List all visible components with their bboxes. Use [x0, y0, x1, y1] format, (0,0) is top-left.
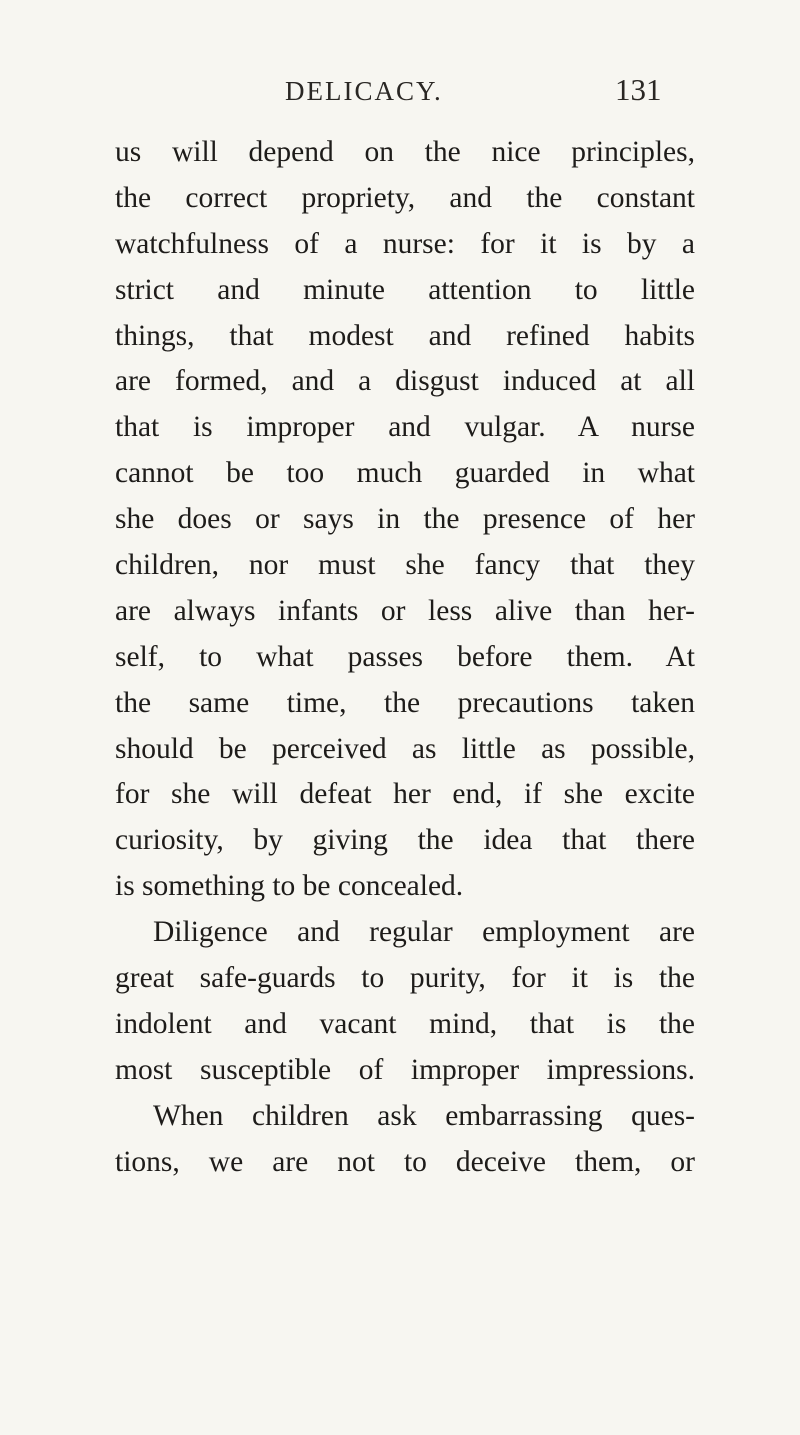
text-line: When children ask embarrassing ques-: [153, 1099, 695, 1132]
text-line: that is improper and vulgar. A nurse: [115, 411, 695, 444]
page-number: 131: [615, 72, 662, 107]
text-line: children, nor must she fancy that they: [115, 549, 695, 582]
text-line: are formed, and a disgust induced at all: [115, 365, 695, 398]
text-line: most susceptible of improper impressions.: [115, 1053, 695, 1086]
text-line: curiosity, by giving the idea that there: [115, 824, 695, 857]
page-header: [0, 72, 800, 112]
running-head: DELICACY.: [285, 76, 443, 106]
paragraph-end-line: is something to be concealed.: [115, 870, 464, 903]
text-line: the same time, the precautions taken: [115, 686, 695, 719]
text-line: watchfulness of a nurse: for it is by a: [115, 227, 695, 260]
text-line: us will depend on the nice principles,: [115, 136, 695, 168]
body-text: [115, 130, 695, 1185]
text-line: should be perceived as little as possible,: [115, 732, 695, 765]
text-line: indolent and vacant mind, that is the: [115, 1007, 695, 1040]
text-line: tions, we are not to deceive them, or: [115, 1145, 695, 1178]
text-line: great safe-guards to purity, for it is the: [115, 962, 695, 995]
text-line: she does or says in the presence of her: [115, 503, 695, 536]
text-line: things, that modest and refined habits: [115, 319, 695, 352]
text-line: self, to what passes before them. At: [115, 640, 695, 673]
text-line: the correct propriety, and the constant: [115, 181, 695, 214]
text-line: strict and minute attention to little: [115, 273, 695, 306]
text-line: for she will defeat her end, if she excite: [115, 778, 695, 811]
text-line: are always infants or less alive than her-: [115, 594, 695, 627]
text-line: cannot be too much guarded in what: [115, 457, 695, 490]
paragraph-start-line: Diligence and regular employment are: [153, 916, 695, 949]
